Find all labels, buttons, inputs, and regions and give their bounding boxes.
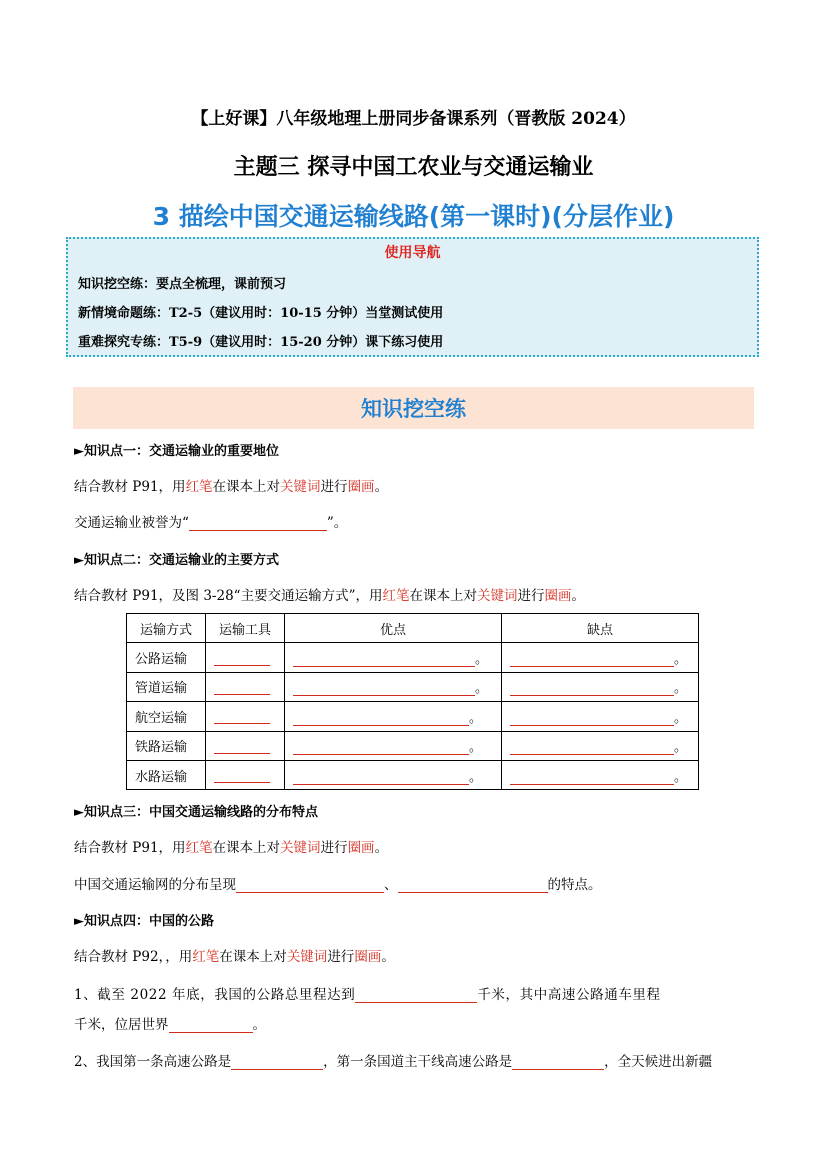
kp3-question: 中国交通运输网的分布呈现 、 的特点。 (74, 877, 602, 893)
answer-blank[interactable] (510, 739, 674, 755)
answer-blank[interactable] (398, 877, 548, 893)
answer-blank[interactable] (355, 987, 477, 1003)
instruction-line: 结合教材 P91，用红笔在课本上对关键词进行圈画。 (74, 479, 389, 495)
table-row: 航空运输 。 。 (127, 702, 699, 731)
answer-blank[interactable] (214, 738, 270, 754)
answer-blank[interactable] (214, 650, 270, 666)
knowledge-point-1-title: ►知识点一：交通运输业的重要地位 (74, 444, 279, 459)
answer-blank[interactable] (169, 1017, 253, 1033)
knowledge-point-2-title: ►知识点二：交通运输业的主要方式 (74, 553, 279, 568)
answer-blank[interactable] (293, 680, 475, 696)
table-row: 公路运输 。 。 (127, 643, 699, 672)
answer-blank[interactable] (293, 651, 475, 667)
answer-blank[interactable] (189, 515, 327, 531)
table-row: 铁路运输 。 。 (127, 731, 699, 760)
answer-blank[interactable] (293, 739, 469, 755)
guide-line: 重难探究专练：T5-9（建议用时：15-20 分钟）课下练习使用 (78, 335, 444, 350)
table-header: 缺点 (502, 614, 699, 643)
instruction-line: 结合教材 P92，，用红笔在课本上对关键词进行圈画。 (74, 949, 395, 965)
answer-blank[interactable] (214, 679, 270, 695)
knowledge-point-4-title: ►知识点四：中国的公路 (74, 914, 214, 929)
answer-blank[interactable] (510, 680, 674, 696)
usage-guide-box (66, 237, 759, 357)
series-title: 【上好课】八年级地理上册同步备课系列（晋教版 2024） (191, 109, 636, 129)
table-header: 运输工具 (206, 614, 285, 643)
section-banner: 知识挖空练 (73, 387, 754, 429)
table-header: 运输方式 (127, 614, 206, 643)
answer-blank[interactable] (293, 769, 469, 785)
lesson-title: 3 描绘中国交通运输线路(第一课时)(分层作业) (152, 202, 675, 231)
transport-table (126, 613, 699, 790)
answer-blank[interactable] (236, 877, 384, 893)
guide-line: 新情境命题练：T2-5（建议用时：10-15 分钟）当堂测试使用 (78, 306, 444, 321)
answer-blank[interactable] (214, 708, 270, 724)
table-header: 优点 (285, 614, 502, 643)
answer-blank[interactable] (214, 767, 270, 783)
answer-blank[interactable] (510, 769, 674, 785)
guide-title: 使用导航 (384, 245, 441, 261)
kp4-question-1-cont: 千米，位居世界 。 (74, 1017, 266, 1033)
guide-line: 知识挖空练：要点全梳理，课前预习 (78, 277, 287, 292)
answer-blank[interactable] (231, 1054, 323, 1070)
instruction-line: 结合教材 P91，用红笔在课本上对关键词进行圈画。 (74, 840, 389, 856)
answer-blank[interactable] (510, 651, 674, 667)
kp4-question-2: 2、我国第一条高速公路是 ，第一条国道主干线高速公路是 ，全天候进出新疆 (74, 1054, 713, 1070)
answer-blank[interactable] (510, 710, 674, 726)
table-row: 管道运输 。 。 (127, 672, 699, 701)
instruction-line: 结合教材 P91，及图 3-28“主要交通运输方式”，用红笔在课本上对关键词进行圈画。 (74, 588, 585, 604)
kp1-question: 交通运输业被誉为“ ”。 (74, 515, 348, 531)
theme-title: 主题三 探寻中国工农业与交通运输业 (233, 154, 594, 180)
answer-blank[interactable] (512, 1054, 604, 1070)
answer-blank[interactable] (293, 710, 469, 726)
kp4-question-1: 1、截至 2022 年底，我国的公路总里程达到 千米，其中高速公路通车里程 (74, 987, 661, 1003)
knowledge-point-3-title: ►知识点三：中国交通运输线路的分布特点 (74, 805, 318, 820)
table-row: 水路运输 。 。 (127, 760, 699, 789)
